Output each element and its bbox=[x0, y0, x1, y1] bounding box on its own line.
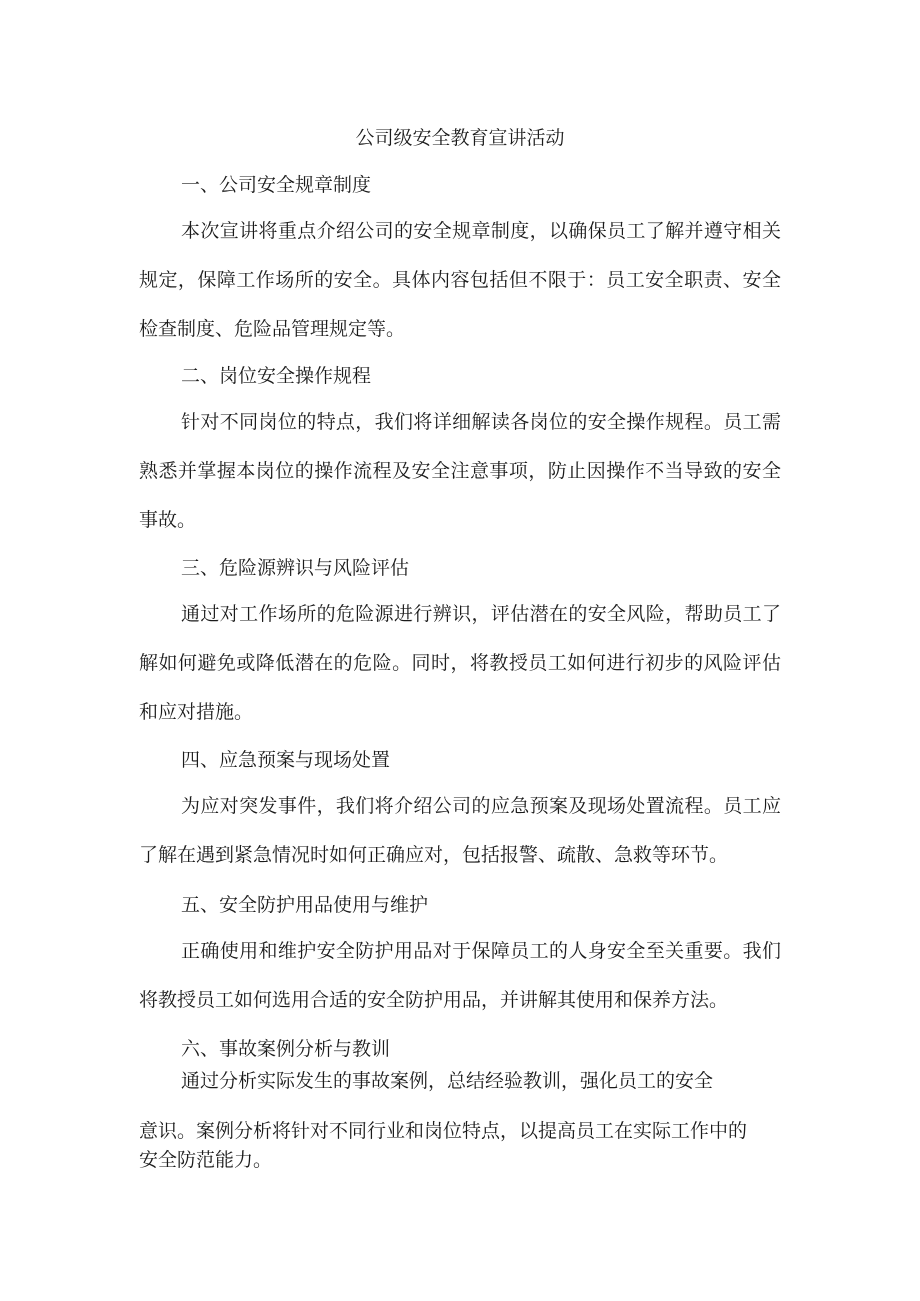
section-body-6-line-2: 意识。案例分析将针对不同行业和岗位特点，以提高员工在实际工作中的 bbox=[139, 1120, 748, 1142]
document-title: 公司级安全教育宣讲活动 bbox=[355, 127, 565, 149]
section-body-3: 通过对工作场所的危险源进行辨识，评估潜在的安全风险，帮助员工了解如何避免或降低潜在的危险。同时，将教授员工如何进行初步的风险评估和应对措施。 bbox=[139, 603, 781, 723]
section-heading-1: 一、公司安全规章制度 bbox=[181, 174, 372, 196]
section-body-1: 本次宣讲将重点介绍公司的安全规章制度，以确保员工了解并遵守相关规定，保障工作场所的安全。具体内容包括但不限于：员工安全职责、安全检查制度、危险品管理规定等。 bbox=[139, 220, 781, 340]
section-body-4: 为应对突发事件，我们将介绍公司的应急预案及现场处置流程。员工应了解在遇到紧急情况时如何正确应对，包括报警、疏散、急救等环节。 bbox=[139, 795, 781, 866]
section-body-5: 正确使用和维护安全防护用品对于保障员工的人身安全至关重要。我们将教授员工如何选用合适的安全防护用品，并讲解其使用和保养方法。 bbox=[139, 940, 781, 1011]
section-heading-2: 二、岗位安全操作规程 bbox=[181, 365, 372, 387]
section-heading-3: 三、危险源辨识与风险评估 bbox=[181, 557, 410, 579]
section-heading-4: 四、应急预案与现场处置 bbox=[181, 749, 391, 771]
section-heading-6: 六、事故案例分析与教训 bbox=[181, 1038, 391, 1060]
section-body-6-line-3: 安全防范能力。 bbox=[139, 1149, 273, 1171]
section-body-6-line-1: 通过分析实际发生的事故案例，总结经验教训，强化员工的安全 bbox=[181, 1070, 714, 1092]
section-heading-5: 五、安全防护用品使用与维护 bbox=[181, 894, 429, 916]
section-body-2: 针对不同岗位的特点，我们将详细解读各岗位的安全操作规程。员工需熟悉并掌握本岗位的操作流程及安全注意事项，防止因操作不当导致的安全事故。 bbox=[139, 411, 781, 531]
